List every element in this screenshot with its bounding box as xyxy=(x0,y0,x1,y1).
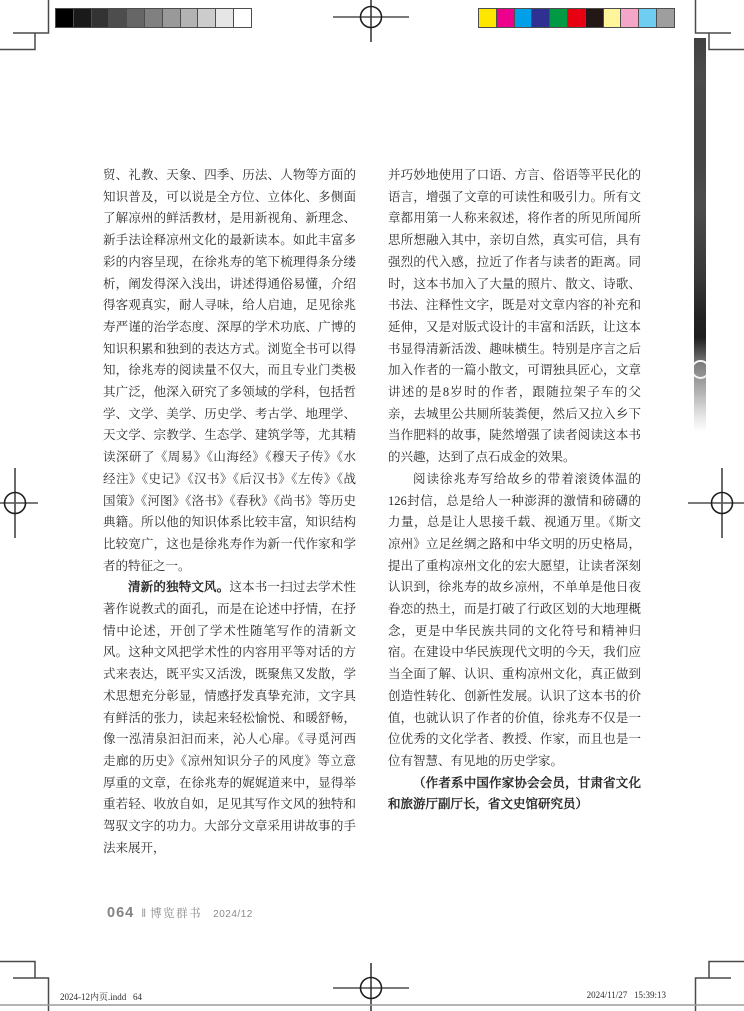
text-run: 这本书一扫过去学术性著作说教式的面孔，而是在论述中抒情，在抒情中论述，开创了学术性随笔写作的清新文风。这种文风把学术性的内容用平等对话的方式来表达，既平实又活泼，既聚焦又发散，学术思想充分彰显，情感抒发真挚充沛，文字具有鲜活的张力，读起来轻松愉悦、和暖舒畅，像一泓清泉汩汩而来，沁人心扉。《寻觅河西走廊的历史》《凉州知识分子的风度》等立意厚重的文章，在徐兆寿的娓娓道来中，显得举重若轻、收放自如，足见其写作文风的独特和驾驭文字的功力。大部分文章采用讲故事的手法来展开， xyxy=(103,580,356,855)
grayscale-swatch xyxy=(215,8,234,28)
paragraph xyxy=(103,165,356,577)
slug-filename: 2024-12内页.indd 64 xyxy=(60,992,142,1002)
page-number: 064 xyxy=(107,905,135,921)
text-run: 贸、礼教、天象、四季、历法、人物等方面的知识普及，可以说是全方位、立体化、多侧面了解凉州的鲜活教材，是用新视角、新理念、新手法诠释凉州文化的最新读本。如此丰富多彩的内容呈现，在徐兆寿的笔下梳理得条分缕析，阐发得深入浅出，讲述得通俗易懂，介绍得客观真实，耐人寻味，给人启迪，足见徐兆寿严谨的治学态度、深厚的学术功底、广博的知识积累和独到的表达方式。浏览全书可以得知，徐兆寿的阅读量不仅大，而且专业门类极其广泛，他深入研究了多领域的学科，包括哲学、文学、美学、历史学、考古学、地理学、天文学、宗教学、生态学、建筑学等，尤其精读深研了《周易》《山海经》《穆天子传》《水经注》《史记》《汉书》《后汉书》《左传》《战国策》《河图》《洛书》《春秋》《尚书》等历史典籍。所以他的知识体系比较丰富，知识结构比较宽广，这也是徐兆寿作为新一代作家和学者的特征之一。 xyxy=(103,168,356,573)
trim-mark-bottom-left xyxy=(0,962,49,1011)
paragraph xyxy=(388,469,641,773)
grayscale-swatch xyxy=(233,8,252,28)
grayscale-swatch xyxy=(55,8,74,28)
paragraph xyxy=(388,773,641,816)
color-swatch xyxy=(585,8,604,28)
registration-mark-top xyxy=(333,0,409,42)
color-swatch xyxy=(478,8,497,28)
text-column-left xyxy=(103,165,356,860)
magazine-name: 博览群书 xyxy=(150,908,203,920)
text-column-right xyxy=(388,165,641,816)
color-swatch xyxy=(656,8,675,28)
color-swatch xyxy=(549,8,568,28)
issue-number: 2024/12 xyxy=(213,909,253,920)
trim-mark-bottom-right xyxy=(696,962,744,1011)
registration-mark-bottom xyxy=(333,963,409,1011)
grayscale-swatch xyxy=(162,8,181,28)
photo-ring-detail xyxy=(694,360,706,379)
grayscale-swatch xyxy=(180,8,199,28)
text-run: （作者系中国作家协会会员，甘肃省文化和旅游厅副厅长，省文史馆研究员） xyxy=(388,775,641,812)
grayscale-swatch xyxy=(91,8,110,28)
registration-mark-left xyxy=(0,468,38,538)
page-footer xyxy=(107,905,253,921)
color-swatch xyxy=(638,8,657,28)
footer-separator: ‖ xyxy=(141,906,147,920)
grayscale-swatch xyxy=(126,8,145,28)
grayscale-swatch xyxy=(197,8,216,28)
color-swatch xyxy=(514,8,533,28)
color-swatch xyxy=(496,8,515,28)
color-swatch xyxy=(531,8,550,28)
facing-page-bleed-strip xyxy=(694,38,706,432)
grayscale-swatch xyxy=(73,8,92,28)
trim-mark-top-left xyxy=(0,0,49,50)
grayscale-swatch xyxy=(144,8,163,28)
color-swatch xyxy=(620,8,639,28)
paragraph xyxy=(388,165,641,469)
grayscale-bar xyxy=(55,8,252,28)
color-bar xyxy=(478,8,675,28)
paragraph xyxy=(103,577,356,859)
slug-timestamp: 2024/11/27 15:39:13 xyxy=(586,990,666,1000)
text-run: 并巧妙地使用了口语、方言、俗语等平民化的语言，增强了文章的可读性和吸引力。所有文章都用第一人称来叙述，将作者的所见所闻所思所想融入其中，亲切自然，真实可信，具有强烈的代入感，拉近了作者与读者的距离。同时，这本书加入了大量的照片、散文、诗歌、书法、注释性文字，既是对文章内容的补充和延伸，又是对版式设计的丰富和活跃，让这本书显得清新活泼、趣味横生。特别是序言之后加入作者的一篇小散文，可谓独具匠心，文章讲述的是8岁时的作者，跟随拉架子车的父亲，去城里公共厕所装粪便，然后又拉入乡下当作肥料的故事，陡然增强了读者阅读这本书的兴趣，达到了点石成金的效果。 xyxy=(388,168,641,465)
grayscale-swatch xyxy=(108,8,127,28)
registration-mark-right xyxy=(688,468,744,538)
color-swatch xyxy=(603,8,622,28)
text-run: 清新的独特文风。 xyxy=(128,580,230,595)
color-swatch xyxy=(567,8,586,28)
text-run: 阅读徐兆寿写给故乡的带着滚烫体温的126封信，总是给人一种澎湃的激情和磅礴的力量，总是让人思接千载、视通万里。《斯文凉州》立足丝绸之路和中华文明的历史格局，提出了重构凉州文化的宏大愿望，让读者深刻认识到，徐兆寿的故乡凉州，不单单是他日夜眷恋的热土，而是打破了行政区划的大地理概念，更是中华民族共同的文化符号和精神归宿。在建设中华民族现代文明的今天，我们应当全面了解、认识、重构凉州文化，真正做到创造性转化、创新性发展。认识了这本书的价值，也就认识了作者的价值，徐兆寿不仅是一位优秀的文化学者、教授、作家，而且也是一位有智慧、有见地的历史学家。 xyxy=(388,471,641,768)
